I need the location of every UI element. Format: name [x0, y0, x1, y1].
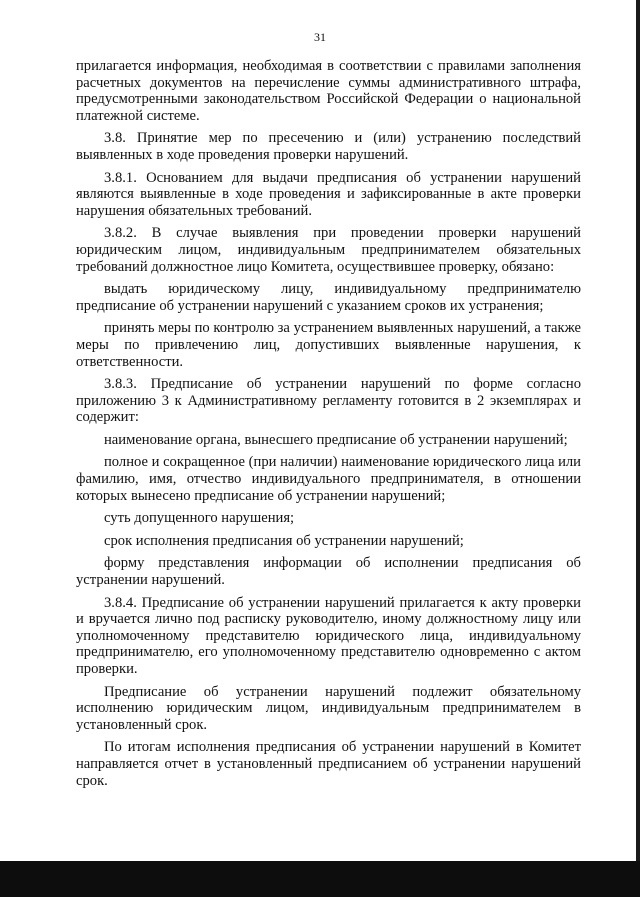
paragraph-3-8-2: 3.8.2. В случае выявления при проведении проверки нарушений юридическим лицом, индивидуальным предпринимателем обязательных требований должностное лицо Комитета, осуществившее проверку, обязано:: [76, 225, 581, 275]
paragraph-control-measures: принять меры по контролю за устранением выявленных нарушений, а также меры по привлечению лиц, допустивших выявленные нарушения, к ответственности.: [76, 320, 581, 370]
page-number: 31: [314, 30, 326, 44]
paragraph-entity-name: полное и сокращенное (при наличии) наименование юридического лица или фамилию, имя, отчество индивидуального предпринимателя, в отношении которых вынесено предписание об устранении нарушений;: [76, 454, 581, 504]
paragraph-3-8-1: 3.8.1. Основанием для выдачи предписания об устранении нарушений являются выявленные в ходе проведения и зафиксированные в акте проверки нарушения обязательных требований.: [76, 169, 581, 219]
paragraph-3-8-4: 3.8.4. Предписание об устранении нарушений прилагается к акту проверки и вручается лично под расписку руководителю, иному должностному лицу или уполномоченному представителю юридического лица, индивидуальному предпринимателю, его уполномоченному представителю одновременно с актом проверки.: [76, 594, 581, 677]
paragraph-violation-essence: суть допущенного нарушения;: [104, 510, 295, 527]
paragraph-3-8-3: 3.8.3. Предписание об устранении нарушений по форме согласно приложению 3 к Административному регламенту готовится в 2 экземплярах и содержит:: [76, 376, 581, 426]
document-body: [76, 58, 581, 795]
paragraph-mandatory-execution: Предписание об устранении нарушений подлежит обязательному исполнению юридическим лицом, индивидуальным предпринимателем в установленный срок.: [76, 683, 581, 733]
scan-edge-right: [636, 0, 640, 870]
paragraph-organ-name: наименование органа, вынесшего предписание об устранении нарушений;: [104, 431, 568, 448]
paragraph-3-8: 3.8. Принятие мер по пресечению и (или) устранению последствий выявленных в ходе проведения проверки нарушений.: [76, 130, 581, 163]
scan-edge-bottom: [0, 861, 640, 897]
paragraph-issue-order: выдать юридическому лицу, индивидуальному предпринимателю предписание об устранении нарушений с указанием сроков их устранения;: [76, 281, 581, 314]
paragraph-continuation: прилагается информация, необходимая в соответствии с правилами заполнения расчетных документов на перечисление суммы административного штрафа, предусмотренными законодательством Российской Федерации о национальной платежной системе.: [76, 58, 581, 124]
paragraph-deadline: срок исполнения предписания об устранении нарушений;: [104, 532, 464, 549]
paragraph-report-form: форму представления информации об исполнении предписания об устранении нарушений.: [76, 555, 581, 589]
paragraph-execution-report: По итогам исполнения предписания об устранении нарушений в Комитет направляется отчет в установленный предписанием об устранении нарушений срок.: [76, 739, 581, 789]
